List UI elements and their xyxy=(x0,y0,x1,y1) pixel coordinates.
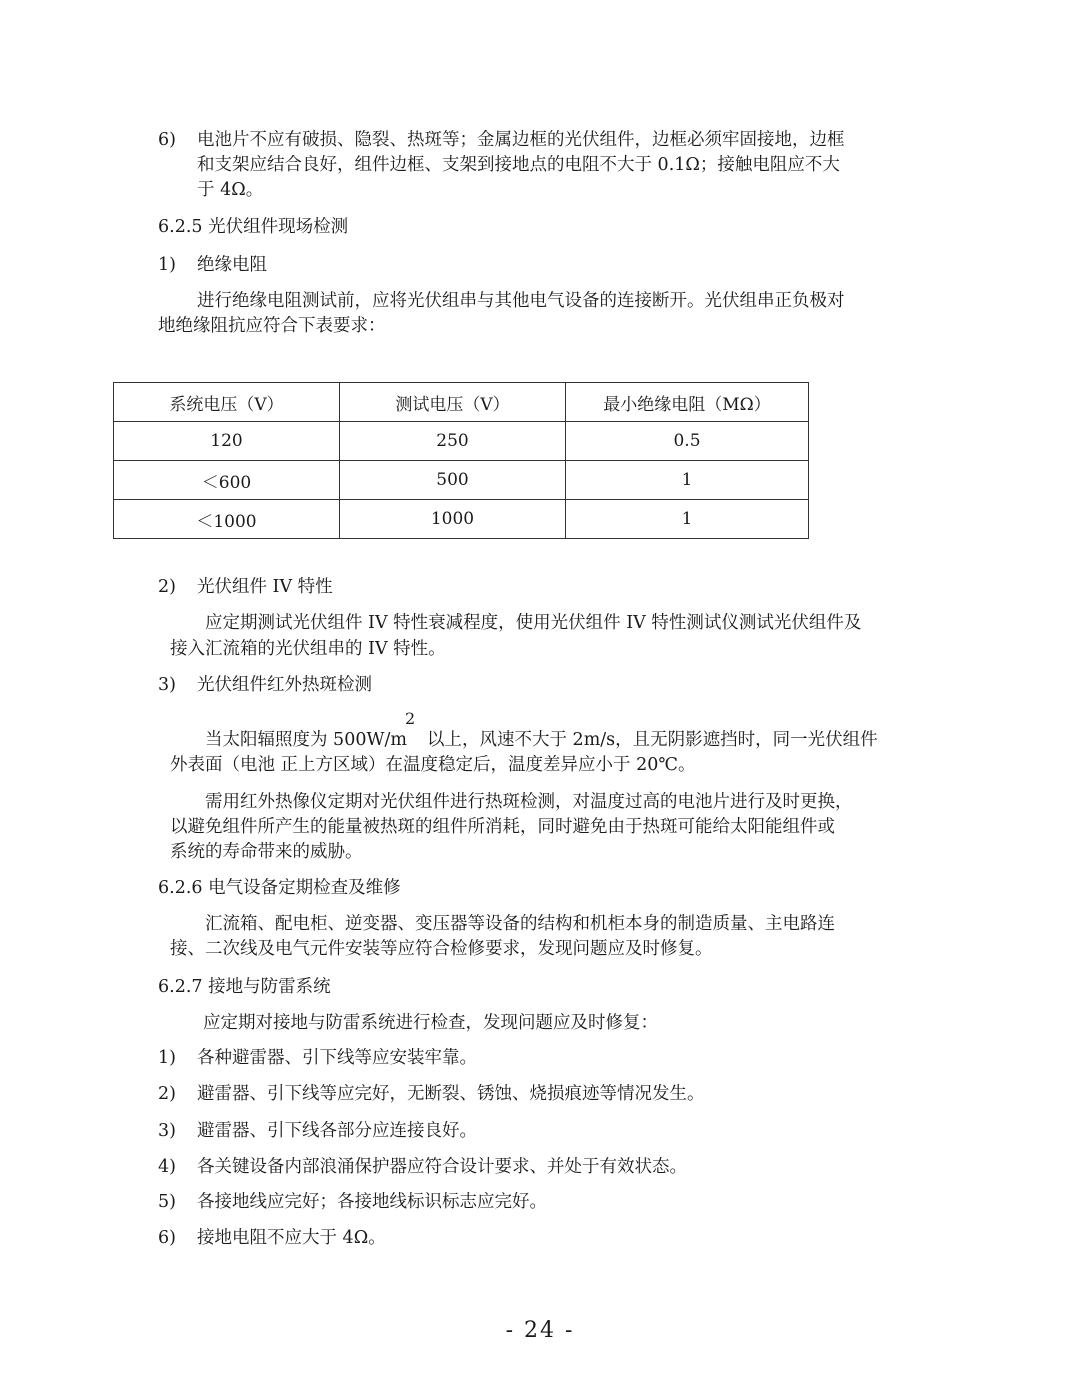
table-cell: 1 xyxy=(566,461,809,500)
list-number: 5) xyxy=(158,1192,176,1212)
paragraph-line: 地绝缘阻抗应符合下表要求： xyxy=(158,316,386,336)
table-cell: 1000 xyxy=(340,500,566,539)
section-heading: 6.2.7 接地与防雷系统 xyxy=(158,977,331,997)
paragraph-line: 接、二次线及电气元件安装等应符合检修要求，发现问题应及时修复。 xyxy=(170,939,713,959)
paragraph-line: 以上，风速不大于 2m/s，且无阴影遮挡时，同一光伏组件 xyxy=(427,730,878,750)
list-item: 各关键设备内部浪涌保护器应符合设计要求、并处于有效状态。 xyxy=(197,1157,687,1177)
table-cell: 250 xyxy=(340,422,566,461)
list-item: 避雷器、引下线各部分应连接良好。 xyxy=(197,1121,477,1141)
subsection-title: 绝缘电阻 xyxy=(197,255,267,275)
table-row xyxy=(114,461,809,500)
table-header-row xyxy=(114,383,809,422)
paragraph-line: 进行绝缘电阻测试前，应将光伏组串与其他电气设备的连接断开。光伏组串正负极对 xyxy=(197,291,845,311)
section-heading: 6.2.6 电气设备定期检查及维修 xyxy=(158,878,401,898)
superscript: 2 xyxy=(405,709,416,728)
paragraph-line: 应定期测试光伏组件 IV 特性衰减程度，使用光伏组件 IV 特性测试仪测试光伏组件及 xyxy=(205,613,862,633)
paragraph-line: 系统的寿命带来的威胁。 xyxy=(170,842,363,862)
paragraph-line: 接入汇流箱的光伏组串的 IV 特性。 xyxy=(170,639,446,659)
list-number: 2) xyxy=(158,577,176,597)
table-cell: 500 xyxy=(340,461,566,500)
table-header-cell: 测试电压（V） xyxy=(340,383,566,422)
table-cell: ＜1000 xyxy=(114,500,340,539)
subsection-title: 光伏组件红外热斑检测 xyxy=(197,675,372,695)
paragraph-line: 和支架应结合良好，组件边框、支架到接地点的电阻不大于 0.1Ω；接触电阻应不大 xyxy=(197,155,840,175)
paragraph-line: 电池片不应有破损、隐裂、热斑等；金属边框的光伏组件，边框必须牢固接地，边框 xyxy=(197,130,845,150)
page-number: - 24 - xyxy=(505,1318,575,1343)
table-cell: 120 xyxy=(114,422,340,461)
paragraph-line: 当太阳辐照度为 500W/m xyxy=(205,730,407,750)
list-number: 1) xyxy=(158,1048,176,1068)
table-header-cell: 系统电压（V） xyxy=(114,383,340,422)
list-number: 4) xyxy=(158,1157,176,1177)
table-header-cell: 最小绝缘电阻（MΩ） xyxy=(566,383,809,422)
table-row xyxy=(114,422,809,461)
paragraph-line: 需用红外热像仪定期对光伏组件进行热斑检测，对温度过高的电池片进行及时更换， xyxy=(205,792,853,812)
insulation-resistance-table xyxy=(113,382,809,539)
paragraph-line: 应定期对接地与防雷系统进行检查，发现问题应及时修复： xyxy=(203,1013,658,1033)
table-row xyxy=(114,500,809,539)
list-number: 6) xyxy=(158,130,176,150)
table-cell: ＜600 xyxy=(114,461,340,500)
subsection-title: 光伏组件 IV 特性 xyxy=(197,577,333,597)
table-cell: 0.5 xyxy=(566,422,809,461)
list-item: 各接地线应完好；各接地线标识标志应完好。 xyxy=(197,1192,547,1212)
paragraph-line: 于 4Ω。 xyxy=(197,180,264,200)
list-number: 6) xyxy=(158,1228,176,1248)
paragraph-line: 外表面（电池 正上方区域）在温度稳定后，温度差异应小于 20℃。 xyxy=(170,755,696,775)
list-item: 避雷器、引下线等应完好，无断裂、锈蚀、烧损痕迹等情况发生。 xyxy=(197,1084,705,1104)
list-number: 3) xyxy=(158,675,176,695)
list-number: 3) xyxy=(158,1121,176,1141)
list-item: 各种避雷器、引下线等应安装牢靠。 xyxy=(197,1048,477,1068)
paragraph-line: 汇流箱、配电柜、逆变器、变压器等设备的结构和机柜本身的制造质量、主电路连 xyxy=(205,914,835,934)
paragraph-line: 以避免组件所产生的能量被热斑的组件所消耗，同时避免由于热斑可能给太阳能组件或 xyxy=(170,817,835,837)
list-number: 2) xyxy=(158,1084,176,1104)
list-item: 接地电阻不应大于 4Ω。 xyxy=(197,1228,386,1248)
table-cell: 1 xyxy=(566,500,809,539)
section-heading: 6.2.5 光伏组件现场检测 xyxy=(158,217,349,237)
list-number: 1) xyxy=(158,255,176,275)
